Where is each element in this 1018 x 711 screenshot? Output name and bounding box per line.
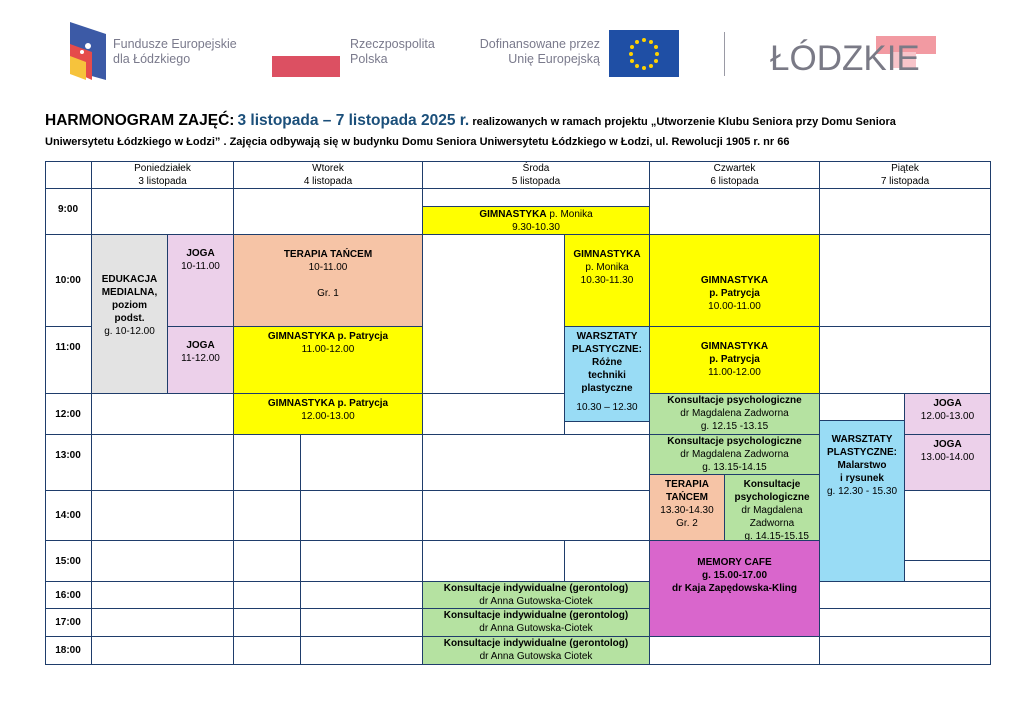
event-joga: JOGA 12.00-13.00	[905, 394, 991, 435]
event-joga: JOGA 13.00-14.00	[905, 435, 991, 491]
empty-cell	[92, 609, 234, 637]
day-header-mon: Poniedziałek 3 listopada	[92, 161, 234, 189]
empty-cell	[905, 561, 991, 582]
schedule-table	[45, 161, 991, 665]
empty-cell	[820, 582, 991, 609]
empty-cell	[820, 327, 991, 394]
event-terapia-tancem: TERAPIA TAŃCEM 13.30-14.30 Gr. 2	[650, 475, 725, 541]
event-edukacja-medialna: EDUKACJA MEDIALNA, poziom podst. g. 10-12.00	[92, 235, 168, 394]
empty-cell	[423, 541, 565, 582]
event-joga: JOGA 10-11.00	[168, 235, 234, 327]
empty-cell	[92, 582, 234, 609]
poland-logo-text: Rzeczpospolita Polska	[350, 37, 435, 66]
empty-cell	[301, 582, 423, 609]
page-title: HARMONOGRAM ZAJĘĆ: 3 listopada – 7 listopada 2025 r. realizowanych w ramach projektu „Utworzenie Klubu Seniora przy Domu Seniora	[45, 112, 896, 129]
eu-logo-text: Dofinansowane przez Unię Europejską	[479, 37, 600, 66]
empty-cell	[234, 582, 301, 609]
time-slot: 9:00	[45, 189, 92, 235]
empty-cell	[820, 235, 991, 327]
event-konsultacje-psychologiczne: Konsultacje psychologiczne dr Magdalena Zadworna g. 13.15-14.15	[650, 435, 820, 475]
empty-cell	[301, 637, 423, 665]
empty-cell	[423, 491, 650, 541]
empty-cell	[905, 491, 991, 561]
empty-cell	[820, 394, 905, 421]
event-gimnastyka: GIMNASTYKA p. Monika 9.30-10.30	[423, 207, 650, 235]
empty-cell	[92, 491, 234, 541]
empty-cell	[234, 491, 301, 541]
event-konsultacje-gerontolog: Konsultacje indywidualne (gerontolog) dr Anna Gutowska-Ciotek	[423, 582, 650, 609]
title-block	[45, 108, 985, 150]
time-slot: 17:00	[45, 609, 92, 637]
empty-cell	[650, 189, 820, 235]
empty-cell	[301, 609, 423, 637]
day-header-thu: Czwartek 6 listopada	[650, 161, 820, 189]
event-gimnastyka: GIMNASTYKA p. Patrycja 11.00-12.00	[650, 327, 820, 394]
event-konsultacje-gerontolog: Konsultacje indywidualne (gerontolog) dr Anna Gutowska-Ciotek	[423, 609, 650, 637]
event-memory-cafe: MEMORY CAFE g. 15.00-17.00 dr Kaja Zapędowska-Kling	[650, 541, 820, 637]
day-header-wed: Środa 5 listopada	[423, 161, 650, 189]
empty-cell	[650, 637, 820, 665]
time-slot: 10:00	[45, 235, 92, 327]
eu-flag-icon	[609, 30, 679, 77]
svg-text:ŁÓDZKIE: ŁÓDZKIE	[770, 39, 920, 76]
lodzkie-logo	[770, 34, 940, 76]
event-terapia-tancem: TERAPIA TAŃCEM 10-11.00 Gr. 1	[234, 235, 423, 327]
title-description-cont: Uniwersytetu Łódzkiego w Łodzi” . Zajęcia odbywają się w budynku Domu Seniora Uniwersytetu Łódzkiego w Łodzi, ul. Rewolucji 1905 r. nr 66	[45, 136, 790, 148]
logo-separator	[724, 32, 725, 76]
day-header-fri: Piątek 7 listopada	[820, 161, 991, 189]
empty-cell	[423, 189, 650, 207]
funds-logo-text: Fundusze Europejskie dla Łódzkiego	[113, 37, 237, 66]
header-corner	[45, 161, 92, 189]
empty-cell	[565, 541, 650, 582]
empty-cell	[820, 189, 991, 235]
empty-cell	[234, 541, 301, 582]
empty-cell	[234, 189, 423, 235]
event-konsultacje-psychologiczne: Konsultacje psychologiczne dr Magdalena Zadworna g. 14.15-15.15	[725, 475, 820, 541]
time-slot: 13:00	[45, 435, 92, 491]
time-slot: 14:00	[45, 491, 92, 541]
empty-cell	[92, 637, 234, 665]
time-slot: 18:00	[45, 637, 92, 665]
empty-cell	[565, 422, 650, 435]
time-slot: 16:00	[45, 582, 92, 609]
empty-cell	[301, 491, 423, 541]
header-logos	[0, 0, 1018, 90]
event-konsultacje-psychologiczne: Konsultacje psychologiczne dr Magdalena Zadworna g. 12.15 -13.15	[650, 394, 820, 435]
event-warsztaty-plastyczne: WARSZTATY PLASTYCZNE: Malarstwo i rysunek g. 12.30 - 15.30	[820, 421, 905, 582]
event-warsztaty-plastyczne: WARSZTATY PLASTYCZNE: Różne techniki plastyczne 10.30 – 12.30	[565, 327, 650, 422]
funds-logo-icon	[70, 22, 106, 80]
empty-cell	[423, 235, 565, 394]
empty-cell	[234, 609, 301, 637]
empty-cell	[820, 609, 991, 637]
empty-cell	[92, 189, 234, 235]
event-gimnastyka: GIMNASTYKA p. Monika 10.30-11.30	[565, 235, 650, 327]
event-gimnastyka: GIMNASTYKA p. Patrycja 12.00-13.00	[234, 394, 423, 435]
empty-cell	[301, 541, 423, 582]
title-description: realizowanych w ramach projektu „Utworzenie Klubu Seniora przy Domu Seniora	[472, 116, 896, 128]
empty-cell	[92, 435, 234, 491]
empty-cell	[301, 435, 423, 491]
event-konsultacje-gerontolog: Konsultacje indywidualne (gerontolog) dr Anna Gutowska Ciotek	[423, 637, 650, 665]
time-slot: 12:00	[45, 394, 92, 435]
poland-flag-icon	[272, 35, 340, 77]
empty-cell	[820, 637, 991, 665]
event-joga: JOGA 11-12.00	[168, 327, 234, 394]
empty-cell	[234, 637, 301, 665]
time-slot: 15:00	[45, 541, 92, 582]
empty-cell	[92, 394, 234, 435]
time-slot: 11:00	[45, 327, 92, 394]
empty-cell	[92, 541, 234, 582]
event-gimnastyka: GIMNASTYKA p. Patrycja 11.00-12.00	[234, 327, 423, 394]
empty-cell	[234, 435, 301, 491]
day-header-tue: Wtorek 4 listopada	[234, 161, 423, 189]
title-dates: 3 listopada – 7 listopada 2025 r.	[237, 112, 470, 129]
empty-cell	[423, 435, 650, 491]
empty-cell	[423, 394, 565, 435]
event-gimnastyka: GIMNASTYKA p. Patrycja 10.00-11.00	[650, 235, 820, 327]
